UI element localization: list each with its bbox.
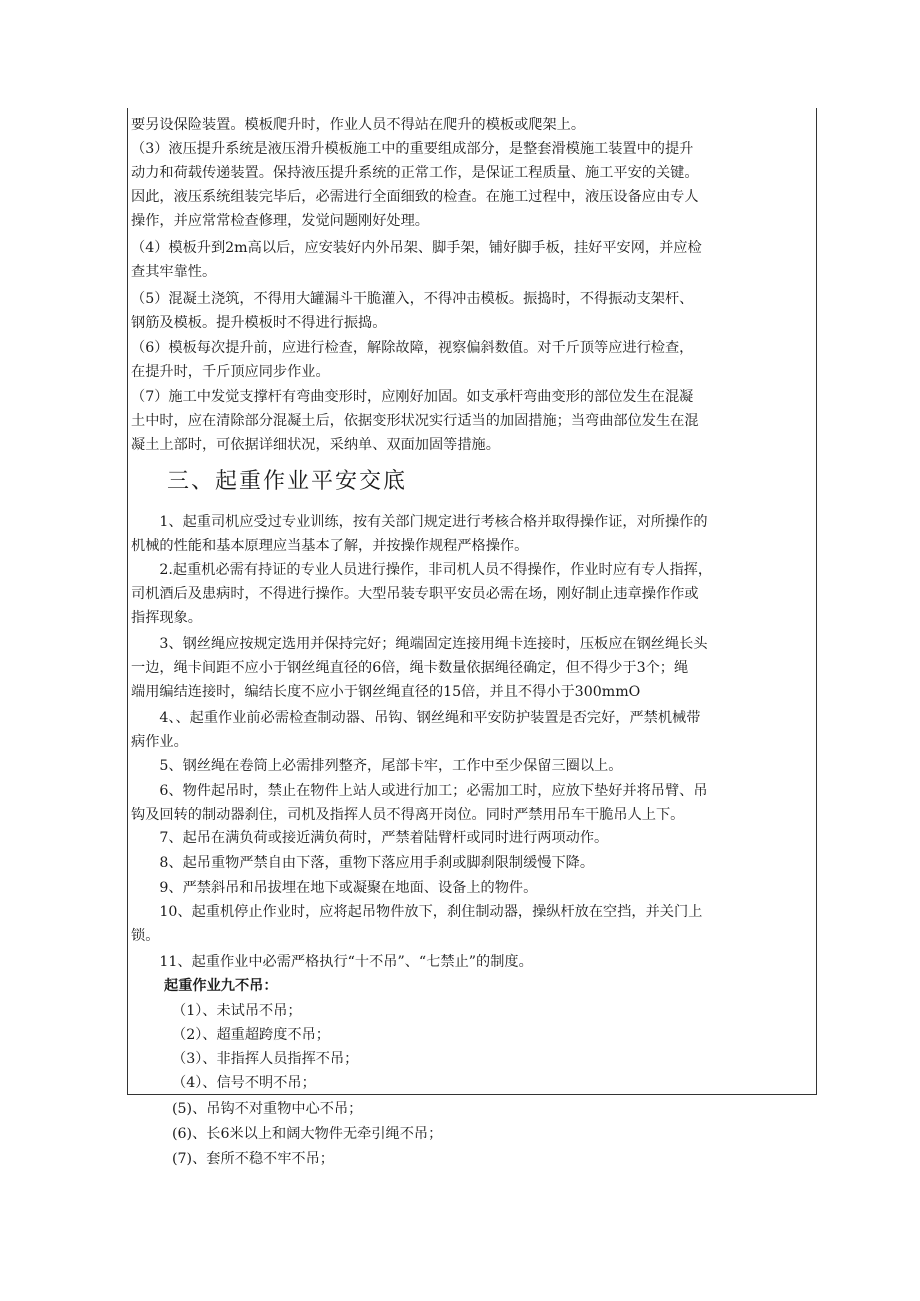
text-line: 土中时，应在清除部分混凝土后，依据变形状况实行适当的加固措施；当弯曲部位发生在混 xyxy=(131,413,699,429)
paragraph-concrete-pouring xyxy=(131,287,811,335)
paragraph-safety-device xyxy=(131,113,811,137)
text-line: 4、、起重作业前必需检查制动器、吊钩、钢丝绳和平安防护装置是否完好，严禁机械带 xyxy=(131,710,701,726)
text-line: 8、起吊重物严禁自由下落，重物下落应用手刹或脚刹限制缓慢下降。 xyxy=(131,855,595,871)
item-11 xyxy=(131,950,811,974)
prohibition-item: (7)、套所不稳不牢不吊； xyxy=(172,1151,334,1167)
text-line: 动力和荷载传递装置。保持液压提升系统的正常工作，是保证工程质量、施工平安的关键。 xyxy=(131,165,699,181)
prohibition-item: （2）、超重超跨度不吊； xyxy=(172,1027,330,1043)
prohibition-item: (5)、吊钩不对重物中心不吊； xyxy=(172,1101,363,1117)
item-3 xyxy=(131,632,811,704)
text-line: 要另设保险装置。模板爬升时，作业人员不得站在爬升的模板或爬架上。 xyxy=(131,117,586,133)
item-5 xyxy=(131,754,811,778)
prohibition-item: （1）、未试吊不吊； xyxy=(172,1003,302,1019)
item-2 xyxy=(131,558,811,630)
paragraph-formwork-lift xyxy=(131,336,811,384)
text-line: 病作业。 xyxy=(131,734,188,750)
text-line: 钢筋及模板。提升模板时不得进行振捣。 xyxy=(131,315,387,331)
item-10 xyxy=(131,900,811,948)
text-line: 11、起重作业中必需严格执行“十不吊”、“七禁止”的制度。 xyxy=(131,954,533,970)
text-line: 2.起重机必需有持证的专业人员进行操作，非司机人员不得操作，作业时应有专人指挥， xyxy=(131,562,713,578)
text-line: 1、起重司机应受过专业训练，按有关部门规定进行考核合格并取得操作证，对所操作的 xyxy=(131,514,708,530)
text-line: 机械的性能和基本原理应当基本了解，并按操作规程严格操作。 xyxy=(131,538,529,554)
paragraph-support-rod xyxy=(131,385,811,457)
paragraph-hydraulic-system xyxy=(131,137,811,233)
text-line: （7）施工中发觉支撑杆有弯曲变形时，应刚好加固。如支承杆弯曲变形的部位发生在混凝 xyxy=(131,389,694,405)
text-line: （5）混凝土浇筑，不得用大罐漏斗干脆灌入，不得冲击模板。振捣时，不得振动支架杆、 xyxy=(131,291,694,307)
text-line: 一边，绳卡间距不应小于钢丝绳直径的6倍，绳卡数量依据绳径确定，但不得少于3个；绳 xyxy=(131,660,689,676)
text-line: （3）液压提升系统是液压滑升模板施工中的重要组成部分，是整套滑模施工装置中的提升 xyxy=(131,141,694,157)
text-line: 查其牢靠性。 xyxy=(131,264,217,280)
prohibition-item: (6)、长6米以上和阔大物件无牵引绳不吊； xyxy=(172,1126,443,1142)
text-line: 5、钢丝绳在卷筒上必需排列整齐，尾部卡牢，工作中至少保留三圈以上。 xyxy=(131,758,623,774)
text-line: 司机酒后及患病时，不得进行操作。大型吊装专职平安员必需在场，刚好制止违章操作作或 xyxy=(131,586,699,602)
text-line: 3、钢丝绳应按规定选用并保持完好；绳端固定连接用绳卡连接时，压板应在钢丝绳长头 xyxy=(131,636,708,652)
item-7 xyxy=(131,826,811,850)
item-6 xyxy=(131,779,811,827)
text-line: 6、物件起吊时，禁止在物件上站人或进行加工；必需加工时，应放下垫好并将吊臂、吊 xyxy=(131,783,708,799)
item-9 xyxy=(131,876,811,900)
nine-prohibitions-title: 起重作业九不吊： xyxy=(164,978,278,994)
text-line: 7、起吊在满负荷或接近满负荷时，严禁着陆臂杆或同时进行两项动作。 xyxy=(131,830,609,846)
text-line: 钩及回转的制动器刹住，司机及指挥人员不得离开岗位。同时严禁用吊车干脆吊人上下。 xyxy=(131,807,685,823)
item-8 xyxy=(131,851,811,875)
section-heading: 三、起重作业平安交底 xyxy=(167,469,408,494)
paragraph-scaffold xyxy=(131,236,811,284)
text-line: 在提升时，千斤顶应同步作业。 xyxy=(131,364,330,380)
text-line: 凝土上部时，可依据详细状况，采纳单、双面加固等措施。 xyxy=(131,437,500,453)
text-line: （6）模板每次提升前，应进行检查，解除故障，视察偏斜数值。对千斤顶等应进行检查， xyxy=(131,340,694,356)
item-4 xyxy=(131,706,811,754)
text-line: 因此，液压系统组装完毕后，必需进行全面细致的检查。在施工过程中，液压设备应由专人 xyxy=(131,189,699,205)
prohibition-item: （4）、信号不明不吊； xyxy=(172,1075,316,1091)
text-line: 锁。 xyxy=(131,928,160,944)
text-line: 端用编结连接时，编结长度不应小于钢丝绳直径的15倍，并且不得小于300mmO xyxy=(131,684,641,700)
text-line: 9、严禁斜吊和吊拔埋在地下或凝聚在地面、设备上的物件。 xyxy=(131,880,538,896)
text-line: 指挥现象。 xyxy=(131,610,202,626)
text-line: 10、起重机停止作业时，应将起吊物件放下，刹住制动器，操纵杆放在空挡，并关门上 xyxy=(131,904,703,920)
text-line: 操作，并应常常检查修理，发觉问题刚好处理。 xyxy=(131,213,429,229)
item-1 xyxy=(131,510,811,558)
prohibition-item: （3）、非指挥人员指挥不吊； xyxy=(172,1051,359,1067)
text-line: （4）模板升到2m高以后，应安装好内外吊架、脚手架，铺好脚手板，挂好平安网，并应检 xyxy=(131,240,702,256)
